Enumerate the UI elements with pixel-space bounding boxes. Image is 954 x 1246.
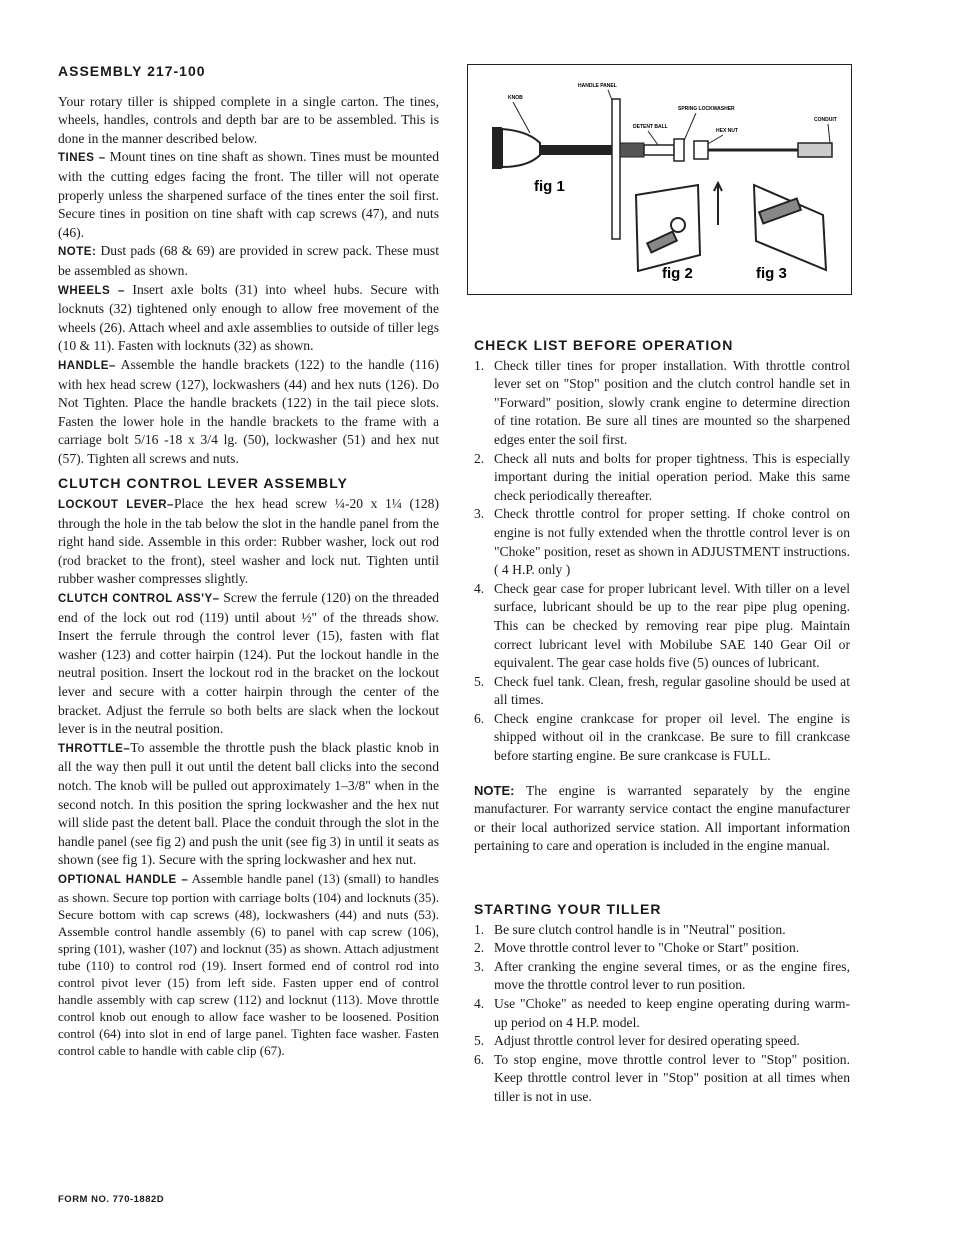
- handle-paragraph: [58, 356, 439, 469]
- starting-item: [474, 995, 850, 1032]
- optional-handle-label: OPTIONAL HANDLE –: [58, 873, 189, 886]
- starting-item: [474, 1051, 850, 1107]
- label-spring-lockwasher: SPRING LOCKWASHER: [678, 106, 735, 112]
- optional-handle-text: Assemble handle panel (13) (small) to handles as shown. Secure top portion with carriage bolts (104) and locknuts (35). Secure bottom with cap screws (48), lockwashers (44) and nuts (53). Assemble control handle assembly (6) to panel with cap screw (106), spring (101), washer (107) and locknut (35) as shown. Attach adjustment tube (110) to control rod (19). Insert formed end of control rod into control pivot lever (15) from left side. Fasten upper end of control handle assembly with cap screw (112) and locknut (113). Move throttle control knob out enough to allow face washer to be loosened. Position control (64) into slot in end of large panel. Tighten face washer. Fasten control cable to handle with cable clip (67).: [58, 870, 439, 1058]
- handle-label: HANDLE–: [58, 359, 116, 372]
- throttle-assembly-figure: [467, 64, 852, 295]
- starting-num: 1.: [474, 921, 485, 937]
- optional-handle-paragraph: [58, 870, 439, 1059]
- spacer: [474, 856, 850, 894]
- checklist-text: Check tiller tines for proper installation. With throttle control lever set on "Stop" position and the clutch control handle set in "Forward" position, slowly crank engine to determine direction of tine rotation. Be sure all tines are mounted so the sharpened edges enter the soil first.: [494, 357, 850, 447]
- note-paragraph: [474, 782, 850, 856]
- handle-text: Assemble the handle brackets (122) to the handle (116) with hex head screw (127), lockwashers (44) and hex nuts (126). Do Not Tighten. Place the handle brackets (122) in the tail piece slots. Fasten the lower hole in the handle brackets to the frame with a carriage bolt 5/16 -18 x 3/4 lg. (50), lockwasher (51) and hex nut (57). Tighten all screws and nuts.: [58, 356, 439, 466]
- checklist-item: [474, 357, 850, 450]
- left-column: [58, 62, 439, 1059]
- checklist-num: 6.: [474, 710, 485, 726]
- starting-item: [474, 1032, 850, 1051]
- form-number: FORM NO. 770-1882D: [58, 1194, 165, 1205]
- starting-text: To stop engine, move throttle control lever to "Stop" position. Keep throttle control lever in "Stop" position at all times when tiller is not in use.: [494, 1051, 850, 1104]
- checklist-item: [474, 505, 850, 579]
- starting-num: 3.: [474, 958, 485, 974]
- page-title: ASSEMBLY 217-100: [58, 63, 206, 79]
- fig2-drawing: [636, 183, 722, 271]
- label-detent-ball: DETENT BALL: [633, 124, 668, 130]
- wheels-text: Insert axle bolts (31) into wheel hubs. Secure with locknuts (32) tightened only enough to allow free movement of the wheels (26). Attach wheel and axle assemblies to outside of tiller legs (10 & 11). Fasten with locknuts (32) as shown.: [58, 281, 439, 354]
- fig1-label: fig 1: [534, 178, 565, 195]
- checklist-text: Check all nuts and bolts for proper tightness. This is especially important during the initial operation period. Make this same check periodically thereafter.: [494, 450, 850, 503]
- checklist-num: 1.: [474, 357, 485, 373]
- checklist-num: 2.: [474, 450, 485, 466]
- starting-item: [474, 939, 850, 958]
- starting-item: [474, 958, 850, 995]
- fig2-label: fig 2: [662, 265, 693, 282]
- tines-note-label: NOTE:: [58, 246, 97, 259]
- lockout-label: LOCKOUT LEVER–: [58, 499, 174, 512]
- clutch-assy-label: CLUTCH CONTROL ASS'Y–: [58, 593, 220, 606]
- starting-text: Move throttle control lever to "Choke or Start" position.: [494, 940, 800, 956]
- checklist: [474, 357, 850, 766]
- clutch-assy-text: Screw the ferrule (120) on the threaded end of the lock out rod (119) until about ½" of the threads show. Insert the ferrule through the control lever (15), fasten with flat washer (123) and cotter hairpin (124). Put the lockout handle in the neutral position. Insert the lockout rod in the bracket on the lockout lever and secure with a cotter hairpin through the center of the bracket. Adjust the ferrule so both belts are slack when the lockout lever is in the neutral position.: [58, 590, 440, 737]
- wheels-paragraph: [58, 281, 439, 356]
- right-column: [474, 330, 850, 1107]
- label-knob: KNOB: [508, 95, 523, 101]
- starting-num: 2.: [474, 940, 485, 956]
- lockout-text: Place the hex head screw ¼-20 x 1¼ (128) through the hole in the tab below the slot in the handle panel from the right hand side. Assemble in this order: Rubber washer, lock out rod (rod bracket to the front), steel washer and lock nut. Tighten until rubber washer compresses slightly.: [58, 496, 439, 587]
- starting-text: Adjust throttle control lever for desired operating speed.: [494, 1033, 800, 1049]
- checklist-num: 4.: [474, 580, 485, 596]
- starting-num: 5.: [474, 1033, 485, 1049]
- checklist-item: [474, 710, 850, 766]
- clutch-assy-paragraph: [58, 589, 439, 739]
- throttle-text: To assemble the throttle push the black plastic knob in all the way then pull it out until the detent ball clicks into the second notch. The knob will be pulled out approximately 1–3/8" when in the second notch. In this position the spring lockwasher and the hex nut will slide past the detent ball. Place the conduit through the slot in the handle panel (see fig 2) and push the unit (see fig 3) in until it seats as shown (see fig 1). Secure with the spring lockwasher and hex nut.: [58, 739, 439, 868]
- tines-note-text: Dust pads (68 & 69) are provided in screw pack. These must be assembled as shown.: [58, 243, 439, 278]
- checklist-item: [474, 580, 850, 673]
- tines-text: Mount tines on tine shaft as shown. Tines must be mounted with the cutting edges facing the front. The tiller will not operate properly unless the sharpened surface of the tines enter the soil first. Secure tines in position on tine shaft with cap screws (47), and nuts (46).: [58, 149, 439, 240]
- clutch-heading: CLUTCH CONTROL LEVER ASSEMBLY: [58, 475, 348, 492]
- label-hex-nut: HEX NUT: [716, 128, 738, 134]
- note-text: The engine is warranted separately by the engine manufacturer. For warranty service contact the engine manufacturer or their local authorized service station. All important information pertaining to care and operation is included in the engine manual.: [474, 782, 850, 854]
- fig3-drawing: [754, 185, 826, 270]
- tines-label: TINES –: [58, 152, 106, 165]
- throttle-diagram: [468, 65, 851, 294]
- starting-heading: STARTING YOUR TILLER: [474, 901, 662, 918]
- label-conduit: CONDUIT: [814, 117, 837, 123]
- tines-paragraph: [58, 148, 439, 242]
- starting-num: 6.: [474, 1051, 485, 1067]
- wheels-label: WHEELS –: [58, 284, 125, 297]
- starting-list: [474, 921, 850, 1107]
- label-handle-panel: HANDLE PANEL: [578, 83, 617, 89]
- starting-text: Use "Choke" as needed to keep engine operating during warm-up period on 4 H.P. model.: [494, 996, 850, 1030]
- spacer: [474, 766, 850, 782]
- fig3-label: fig 3: [756, 265, 787, 282]
- throttle-paragraph: [58, 739, 439, 870]
- starting-item: [474, 921, 850, 940]
- checklist-text: Check engine crankcase for proper oil level. The engine is shipped without oil in the crankcase. Be sure to fill crankcase before starting engine. Be sure crankcase is FULL.: [494, 710, 850, 764]
- checklist-text: Check fuel tank. Clean, fresh, regular gasoline should be used at all times.: [494, 673, 850, 708]
- checklist-num: 5.: [474, 673, 485, 689]
- starting-text: Be sure clutch control handle is in "Neutral" position.: [494, 921, 786, 937]
- note-label: NOTE:: [474, 782, 515, 798]
- checklist-text: Check gear case for proper lubricant level. With tiller on a level surface, lubricant should be up to the rear pipe plug opening. This can be checked by removing rear pipe plug. Maintain correct lubricant level with Mobilube SAE 140 Gear Oil or equivalent. The gear case holds five (5) ounces of lubricant.: [494, 580, 850, 671]
- checklist-heading: CHECK LIST BEFORE OPERATION: [474, 337, 734, 353]
- lockout-paragraph: [58, 495, 439, 589]
- checklist-item: [474, 673, 850, 710]
- throttle-label: THROTTLE–: [58, 742, 131, 755]
- intro-paragraph: Your rotary tiller is shipped complete in a single carton. The tines, wheels, handles, controls and depth bar are to be assembled. This is done in the manner described below.: [58, 93, 439, 146]
- tines-note-paragraph: [58, 242, 439, 280]
- starting-num: 4.: [474, 996, 485, 1011]
- checklist-text: Check throttle control for proper setting. If choke control on engine is not fully extended when the throttle control lever is on "Choke" position, reset as shown in ADJUSTMENT instructions. ( 4 H.P. only ): [494, 506, 850, 578]
- leader-lines: [513, 90, 830, 145]
- checklist-item: [474, 450, 850, 506]
- checklist-num: 3.: [474, 506, 485, 522]
- starting-text: After cranking the engine several times, or as the engine fires, move the throttle control lever to run position.: [494, 958, 850, 993]
